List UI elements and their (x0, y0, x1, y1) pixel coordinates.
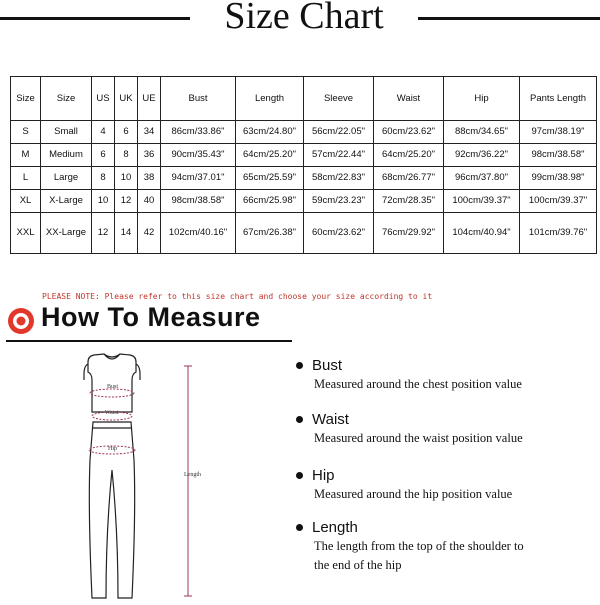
body-figure (60, 350, 220, 600)
measure-description: the end of the hip (314, 558, 402, 572)
table-row (11, 213, 597, 254)
table-cell: 65cm/25.59" (236, 167, 304, 190)
table-row (11, 190, 597, 213)
bullet-icon (296, 362, 303, 369)
table-cell: 59cm/23.23" (304, 190, 374, 213)
title-rule-left (0, 17, 190, 20)
table-cell: 86cm/33.86" (161, 121, 236, 144)
size-table (10, 76, 597, 254)
bullet-icon (296, 472, 303, 479)
table-cell: 10 (92, 190, 115, 213)
figure-label-hip: Hip (108, 446, 117, 452)
table-cell: 34 (138, 121, 161, 144)
table-cell: 104cm/40.94" (444, 213, 520, 254)
table-cell: 90cm/35.43" (161, 144, 236, 167)
table-cell: XXL (11, 213, 41, 254)
table-cell: X-Large (41, 190, 92, 213)
header-cell: Size (11, 77, 41, 121)
measure-description: Measured around the chest position value (314, 377, 522, 391)
how-to-measure-header (6, 302, 600, 339)
table-cell: M (11, 144, 41, 167)
measure-description: The length from the top of the shoulder to (314, 539, 524, 553)
title-row (0, 0, 600, 40)
table-cell: Small (41, 121, 92, 144)
table-cell: 72cm/28.35" (374, 190, 444, 213)
measure-title: Hip (293, 467, 593, 484)
table-cell: 88cm/34.65" (444, 121, 520, 144)
table-header-row (11, 77, 597, 121)
page-title: Size Chart (224, 0, 384, 37)
table-cell: 66cm/25.98" (236, 190, 304, 213)
table-cell: XL (11, 190, 41, 213)
table-cell: S (11, 121, 41, 144)
table-cell: 97cm/38.19" (520, 121, 597, 144)
table-cell: 10 (115, 167, 138, 190)
table-cell: 14 (115, 213, 138, 254)
measure-description: Measured around the waist position value (314, 431, 523, 445)
table-row (11, 121, 597, 144)
table-cell: 98cm/38.58" (520, 144, 597, 167)
table-cell: 12 (92, 213, 115, 254)
table-cell: 98cm/38.58" (161, 190, 236, 213)
header-cell: Size (41, 77, 92, 121)
measure-title: Length (293, 519, 593, 536)
table-cell: 94cm/37.01" (161, 167, 236, 190)
figure-label-waist: Waist (105, 410, 119, 416)
table-cell: 56cm/22.05" (304, 121, 374, 144)
measure-description: Measured around the hip position value (314, 487, 513, 501)
table-cell: 4 (92, 121, 115, 144)
table-cell: 8 (115, 144, 138, 167)
table-cell: 38 (138, 167, 161, 190)
table-cell: 57cm/22.44" (304, 144, 374, 167)
target-icon (6, 306, 36, 336)
measure-item-bust (293, 357, 593, 393)
table-cell: 40 (138, 190, 161, 213)
measure-item-hip (293, 467, 593, 503)
table-cell: 99cm/38.98" (520, 167, 597, 190)
header-cell: UE (138, 77, 161, 121)
table-row (11, 144, 597, 167)
header-cell: Bust (161, 77, 236, 121)
bullet-icon (296, 416, 303, 423)
table-cell: 67cm/26.38" (236, 213, 304, 254)
table-cell: Medium (41, 144, 92, 167)
table-cell: 36 (138, 144, 161, 167)
table-cell: 6 (115, 121, 138, 144)
table-cell: 100cm/39.37" (444, 190, 520, 213)
table-cell: XX-Large (41, 213, 92, 254)
table-cell: 96cm/37.80" (444, 167, 520, 190)
figure-label-length: Length (184, 472, 201, 478)
table-cell: 42 (138, 213, 161, 254)
header-cell: US (92, 77, 115, 121)
header-cell: UK (115, 77, 138, 121)
how-to-measure-heading: How To Measure (41, 302, 261, 332)
table-cell: 60cm/23.62" (304, 213, 374, 254)
measure-title: Waist (293, 411, 593, 428)
figure-label-bust: Bust (107, 384, 119, 390)
size-notice: PLEASE NOTE: Please refer to this size chart and choose your size according to it (42, 292, 433, 301)
header-cell: Waist (374, 77, 444, 121)
table-cell: L (11, 167, 41, 190)
table-cell: 64cm/25.20" (236, 144, 304, 167)
title-rule-right (418, 17, 600, 20)
table-cell: 63cm/24.80" (236, 121, 304, 144)
header-cell: Length (236, 77, 304, 121)
heading-underline (6, 340, 292, 342)
table-cell: 101cm/39.76" (520, 213, 597, 254)
table-cell: 92cm/36.22" (444, 144, 520, 167)
bullet-icon (296, 524, 303, 531)
table-cell: 64cm/25.20" (374, 144, 444, 167)
header-cell: Hip (444, 77, 520, 121)
measure-item-waist (293, 411, 593, 447)
table-cell: Large (41, 167, 92, 190)
table-row (11, 167, 597, 190)
table-cell: 6 (92, 144, 115, 167)
header-cell: Sleeve (304, 77, 374, 121)
table-cell: 100cm/39.37" (520, 190, 597, 213)
table-cell: 68cm/26.77" (374, 167, 444, 190)
table-cell: 58cm/22.83" (304, 167, 374, 190)
table-cell: 76cm/29.92" (374, 213, 444, 254)
table-cell: 8 (92, 167, 115, 190)
header-cell: Pants Length (520, 77, 597, 121)
table-cell: 60cm/23.62" (374, 121, 444, 144)
table-cell: 12 (115, 190, 138, 213)
measure-title: Bust (293, 357, 593, 374)
table-cell: 102cm/40.16" (161, 213, 236, 254)
measure-item-length (293, 519, 593, 574)
